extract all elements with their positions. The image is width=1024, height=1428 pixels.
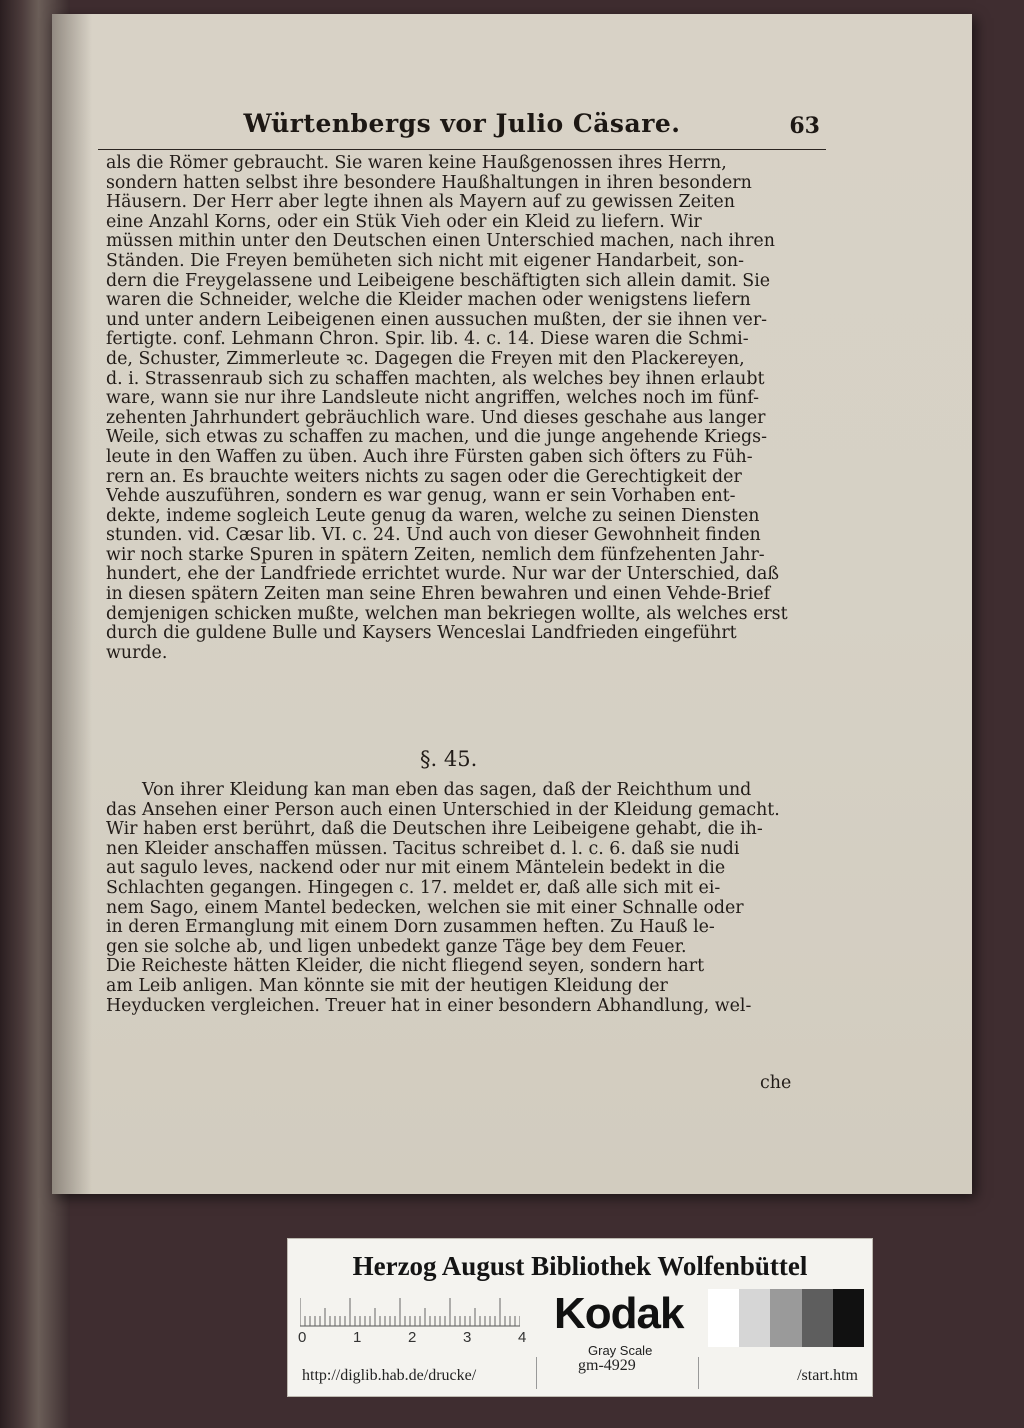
text-line: am Leib anligen. Man könnte sie mit der heutigen Kleidung der xyxy=(106,976,668,996)
text-line: durch die guldene Bulle und Kaysers Wenceslai Landfrieden eingeführt xyxy=(106,624,737,644)
page-header xyxy=(98,105,826,150)
text-line: und unter andern Leibeigenen einen aussuchen mußten, der sie ihnen ver- xyxy=(106,310,768,330)
text-line: in deren Ermanglung mit einem Dorn zusammen heften. Zu Hauß le- xyxy=(106,918,715,938)
shelfmark: gm-4929 xyxy=(578,1357,636,1374)
text-line: demjenigen schicken mußte, welchen man bekriegen wollte, als welches erst xyxy=(106,604,788,624)
text-line: Vehde auszuführen, sondern es war genug, wann er sein Vorhaben ent- xyxy=(106,487,736,507)
text-line: als die Römer gebraucht. Sie waren keine Haußgenossen ihres Herrn, xyxy=(106,154,727,173)
text-line: rern an. Es brauchte weiters nichts zu sagen oder die Gerechtigkeit der xyxy=(106,467,742,487)
text-line: Wir haben erst berührt, daß die Deutschen ihre Leibeigene gehabt, die ih- xyxy=(106,820,763,840)
text-line: Weile, sich etwas zu schaffen zu machen, und die junge angehende Kriegs- xyxy=(106,428,767,448)
text-line: zehenten Jahrhundert gebräuchlich ware. Und dieses geschahe aus langer xyxy=(106,408,766,428)
ruler-number: 2 xyxy=(408,1329,417,1346)
text-line: Von ihrer Kleidung kan man eben das sagen, daß der Reichthum und xyxy=(142,781,752,800)
gray-patch xyxy=(708,1289,739,1347)
ruler-number: 3 xyxy=(463,1329,472,1346)
paragraph-2 xyxy=(106,781,822,1016)
gray-scale-strip xyxy=(708,1289,864,1347)
text-line: waren die Schneider, welche die Kleider machen oder wenigstens liefern xyxy=(106,291,751,311)
text-line: wurde. xyxy=(106,643,168,663)
gray-patch xyxy=(833,1289,864,1347)
text-line: aut sagulo leves, nackend oder nur mit einem Mäntelein bedekt in die xyxy=(106,859,726,879)
text-line: de, Schuster, Zimmerleute ꝛc. Dagegen die Freyen mit den Plackereyen, xyxy=(106,349,745,369)
text-line: Heyducken vergleichen. Treuer hat in einer besondern Abhandlung, wel- xyxy=(106,996,752,1016)
divider xyxy=(698,1357,699,1389)
gray-patch xyxy=(739,1289,770,1347)
library-name: Herzog August Bibliothek Wolfenbüttel xyxy=(352,1251,808,1281)
gray-patch xyxy=(770,1289,801,1347)
text-line: wir noch starke Spuren in spätern Zeiten, nemlich dem fünfzehenten Jahr- xyxy=(106,545,765,565)
page-number: 63 xyxy=(789,113,820,139)
text-line: dern die Freygelassene und Leibeigene beschäftigten sich allein damit. Sie xyxy=(106,271,771,291)
ruler-numbers xyxy=(298,1329,528,1349)
text-line: dekte, indeme sogleich Leute genug da waren, welche zu seinen Diensten xyxy=(106,506,760,526)
text-line: hundert, ehe der Landfriede errichtet wurde. Nur war der Unterschied, daß xyxy=(106,565,779,585)
start-url: /start.htm xyxy=(797,1367,858,1384)
running-head: Würtenbergs vor Julio Cäsare. xyxy=(243,109,681,138)
text-line: müssen mithin unter den Deutschen einen Unterschied machen, nach ihren xyxy=(106,232,775,252)
paragraph-1 xyxy=(106,154,822,663)
section-heading: §. 45. xyxy=(420,747,478,771)
text-line: stunden. vid. Cæsar lib. VI. c. 24. Und auch von dieser Gewohnheit finden xyxy=(106,526,761,546)
text-line: leute in den Waffen zu üben. Auch ihre Fürsten gaben sich öfters zu Füh- xyxy=(106,447,753,467)
catchword: che xyxy=(760,1073,792,1093)
library-color-card xyxy=(287,1238,873,1397)
text-line: in diesen spätern Zeiten man seine Ehren bewahren und einen Vehde-Brief xyxy=(106,585,771,605)
text-line: nen Kleider anschaffen müssen. Tacitus schreibet d. l. c. 6. daß sie nudi xyxy=(106,839,740,859)
text-line: ware, wann sie nur ihre Landsleute nicht angriffen, welches noch im fünf- xyxy=(106,389,759,409)
ruler-scale xyxy=(300,1293,520,1327)
text-line: das Ansehen einer Person auch einen Unterschied in der Kleidung gemacht. xyxy=(106,800,780,820)
text-line: Ständen. Die Freyen bemüheten sich nicht mit eigener Handarbeit, son- xyxy=(106,251,745,271)
ruler-number: 4 xyxy=(518,1329,527,1346)
text-line: d. i. Strassenraub sich zu schaffen machten, als welches bey ihnen erlaubt xyxy=(106,369,765,389)
kodak-logo: Kodak xyxy=(554,1289,684,1338)
text-line: gen sie solche ab, und ligen unbedekt ganze Täge bey dem Feuer. xyxy=(106,937,687,957)
text-line: Schlachten gegangen. Hingegen c. 17. meldet er, daß alle sich mit ei- xyxy=(106,878,721,898)
source-url: http://diglib.hab.de/drucke/ xyxy=(302,1367,477,1384)
text-line: sondern hatten selbst ihre besondere Haußhaltungen in ihren besondern xyxy=(106,173,752,193)
gray-patch xyxy=(802,1289,833,1347)
text-line: eine Anzahl Korns, oder ein Stük Vieh oder ein Kleid zu liefern. Wir xyxy=(106,212,702,232)
text-line: Häusern. Der Herr aber legte ihnen als Mayern auf zu gewissen Zeiten xyxy=(106,193,735,213)
gray-scale-label: Gray Scale xyxy=(588,1343,653,1358)
ruler-number: 0 xyxy=(298,1329,307,1346)
text-line: Die Reicheste hätten Kleider, die nicht fliegend seyen, sondern hart xyxy=(106,957,705,977)
ruler-number: 1 xyxy=(353,1329,362,1346)
text-line: fertigte. conf. Lehmann Chron. Spir. lib. 4. c. 14. Diese waren die Schmi- xyxy=(106,330,749,350)
text-line: nem Sago, einem Mantel bedecken, welchen sie mit einer Schnalle oder xyxy=(106,898,744,918)
divider xyxy=(536,1357,537,1389)
